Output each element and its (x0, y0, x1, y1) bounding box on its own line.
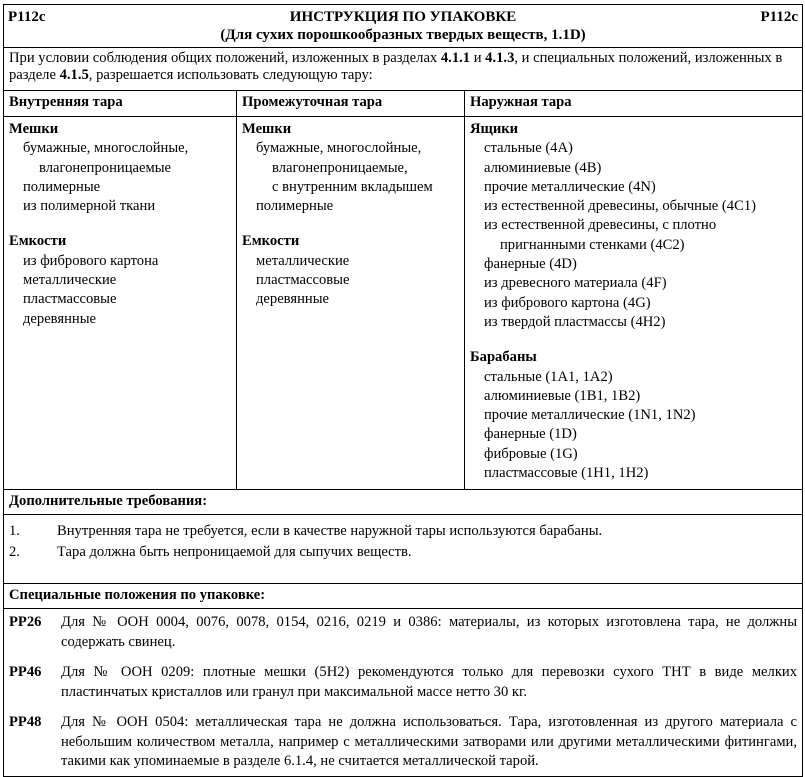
intermediate-packaging-heading: Промежуточная тара (237, 91, 465, 117)
requirement-number: 2. (9, 544, 20, 561)
list-item: влагонепроницаемые, (272, 159, 408, 176)
list-item: из естественной древесины, с плотно (484, 217, 717, 234)
instruction-header (4, 5, 803, 48)
inner-packaging-heading: Внутренняя тара (4, 91, 237, 117)
requirement-text: Тара должна быть непроницаемой для сыпучих веществ. (57, 544, 412, 561)
special-provisions-heading: Специальные положения по упаковке: (4, 584, 803, 609)
instruction-code-left: P112c (8, 9, 46, 25)
inner-group-receptacles: Емкости (9, 233, 67, 250)
outer-packaging-heading: Наружная тара (465, 91, 803, 117)
special-provision-pp46 (9, 663, 797, 702)
intermediate-packaging-column (237, 117, 465, 490)
instruction-subtitle: (Для сухих порошкообразных твердых веществ, 1.1D) (220, 27, 586, 43)
outer-packaging-column (465, 117, 803, 490)
list-item: металлические (23, 272, 117, 289)
intro-ref-415: 4.1.5 (59, 67, 89, 83)
requirement-number: 1. (9, 523, 20, 540)
additional-requirements-heading: Дополнительные требования: (4, 490, 803, 515)
list-item: влагонепроницаемые (39, 159, 171, 176)
requirement-text: Внутренняя тара не требуется, если в качестве наружной тары используются барабаны. (57, 523, 603, 540)
packing-instruction-table (3, 4, 803, 777)
list-item: стальные (4A) (484, 140, 573, 157)
list-item: из фибрового картона (4G) (484, 294, 651, 311)
provision-code: PP48 (9, 714, 42, 731)
list-item: стальные (1A1, 1A2) (484, 368, 613, 385)
provision-text: Для № ООН 0209: плотные мешки (5H2) рекомендуются только для перевозки сухого ТНТ в виде мелких пластинчатых кристаллов или гранул при максимальной массе нетто 30 кг. (61, 664, 798, 700)
list-item: пластмассовые (23, 291, 117, 308)
list-item: бумажные, многослойные, (23, 140, 189, 157)
intro-text-3: , разрешается использовать следующую тару: (88, 67, 373, 83)
outer-group-drums: Барабаны (470, 349, 537, 366)
provision-code: PP46 (9, 664, 42, 681)
instruction-code-right: P112c (760, 9, 799, 25)
special-provision-pp48 (9, 713, 797, 772)
provision-code: PP26 (9, 614, 42, 631)
list-item: из естественной древесины, обычные (4C1) (484, 198, 756, 215)
list-item: деревянные (256, 291, 329, 308)
intro-ref-411: 4.1.1 (440, 50, 471, 66)
list-item: фибровые (1G) (484, 445, 578, 462)
list-item: с внутренним вкладышем (272, 178, 433, 195)
list-item: из полимерной ткани (23, 198, 156, 215)
intro-ref-413: 4.1.3 (485, 50, 515, 66)
list-item: пластмассовые (256, 272, 350, 289)
intro-paragraph (4, 48, 803, 91)
instruction-title: ИНСТРУКЦИЯ ПО УПАКОВКЕ (289, 9, 517, 25)
list-item: алюминиевые (1B1, 1B2) (484, 387, 641, 404)
list-item: прочие металлические (1N1, 1N2) (484, 407, 696, 424)
list-item: фанерные (4D) (484, 256, 577, 273)
inner-packaging-column (4, 117, 237, 490)
provision-text: Для № ООН 0004, 0076, 0078, 0154, 0216, 0219 и 0386: материалы, из которых изготовлена тара, не должны содержать свинец. (61, 614, 798, 650)
additional-requirements-list (4, 515, 803, 584)
outer-group-boxes: Ящики (470, 121, 519, 137)
list-item: полимерные (23, 178, 101, 195)
list-item: из фибрового картона (23, 252, 159, 269)
list-item: фанерные (1D) (484, 426, 577, 443)
list-item: деревянные (23, 310, 96, 327)
provision-text: Для № ООН 0504: металлическая тара не должна использоваться. Тара, изготовленная из другого материала с небольшим количеством металла, например с металлическими затворами или другими металлическими фитингами, такими как упоминаемые в разделе 6.1.4, не считается металлической тарой. (61, 714, 798, 770)
special-provision-pp26 (9, 613, 797, 652)
requirement-item (9, 521, 797, 542)
list-item: из твердой пластмассы (4H2) (484, 313, 666, 330)
list-item: полимерные (256, 198, 334, 215)
list-item: металлические (256, 252, 350, 269)
requirement-item (9, 542, 797, 563)
list-item: из древесного материала (4F) (484, 275, 667, 292)
intermediate-group-receptacles: Емкости (242, 233, 300, 250)
special-provisions-list (4, 609, 803, 777)
intro-and: и (470, 50, 486, 66)
list-item: прочие металлические (4N) (484, 178, 656, 195)
inner-group-bags: Мешки (9, 121, 59, 137)
intermediate-group-bags: Мешки (242, 121, 292, 137)
intro-text-1: При условии соблюдения общих положений, изложенных в разделах (9, 50, 441, 66)
list-item: алюминиевые (4B) (484, 159, 602, 176)
list-item: пластмассовые (1H1, 1H2) (484, 465, 649, 482)
intro-text-2: , и специальных положений, изложенных в разделе (9, 50, 783, 83)
list-item: пригнанными стенками (4C2) (500, 236, 685, 253)
list-item: бумажные, многослойные, (256, 140, 422, 157)
